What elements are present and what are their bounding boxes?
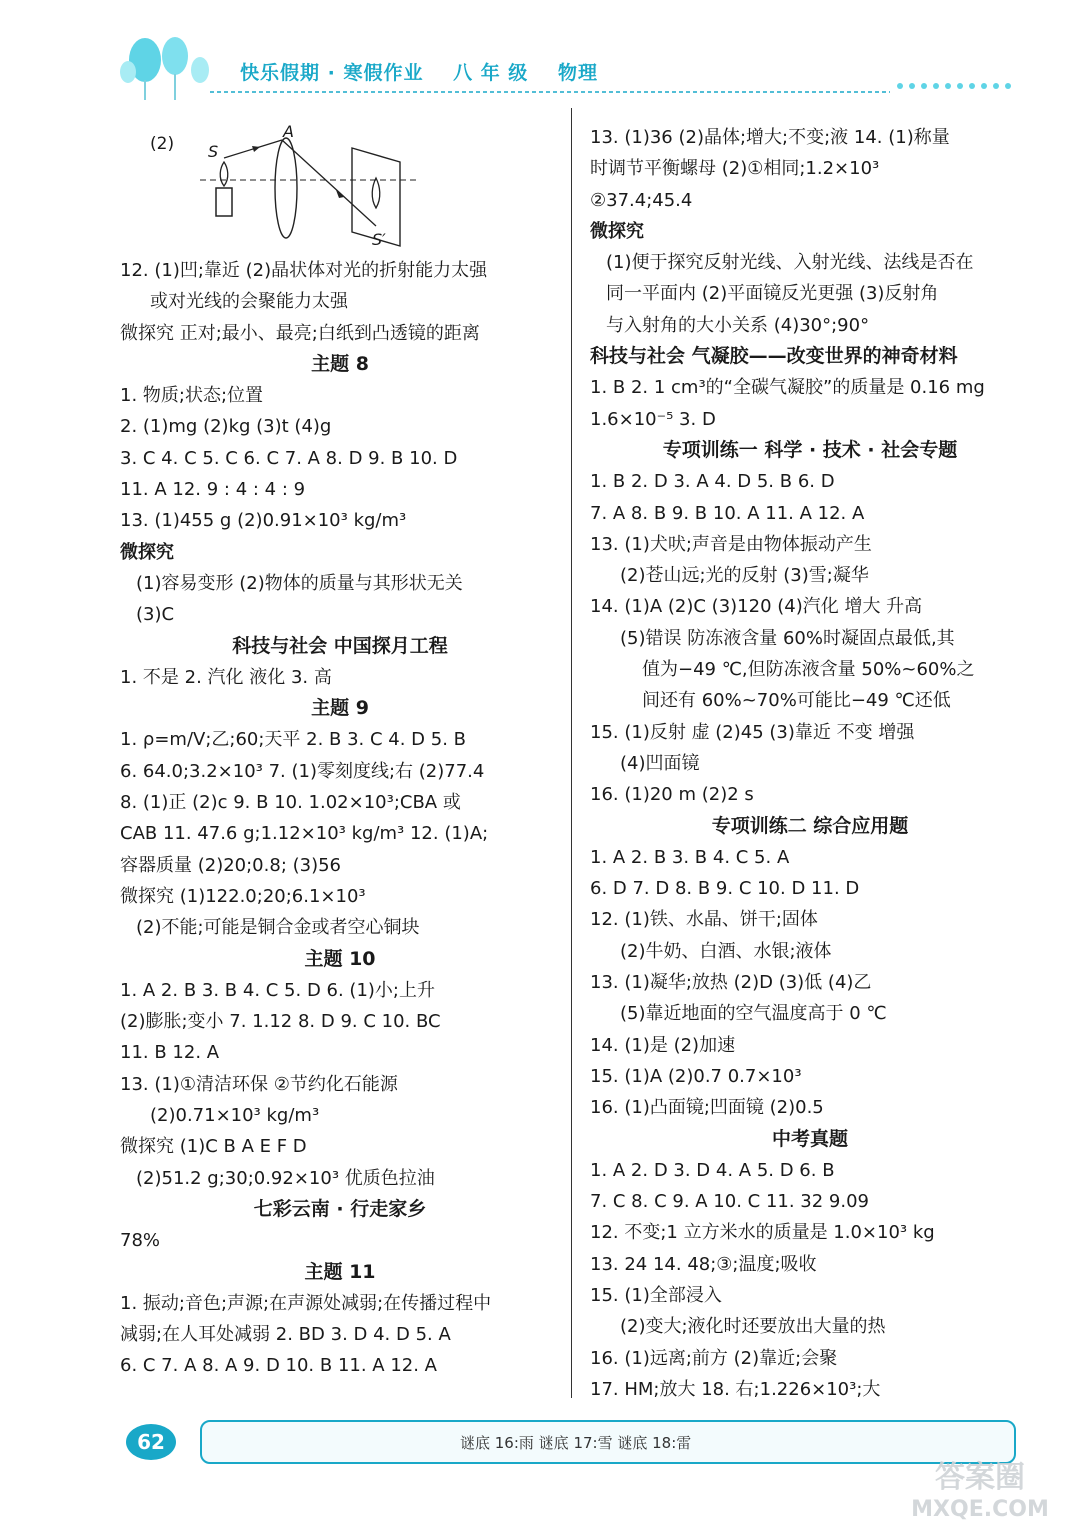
answer-line: 2. (1)mg (2)kg (3)t (4)g <box>120 416 332 438</box>
answer-line: 间还有 60%~70%可能比−49 ℃还低 <box>642 690 951 712</box>
answer-line: 15. (1)A (2)0.7 0.7×10³ <box>590 1065 802 1087</box>
answer-line: (1)便于探究反射光线、入射光线、法线是否在 <box>606 252 974 274</box>
answer-line: 6. C 7. A 8. A 9. D 10. B 11. A 12. A <box>120 1355 437 1377</box>
answer-line: 6. 64.0;3.2×10³ 7. (1)零刻度线;右 (2)77.4 <box>120 760 485 782</box>
answer-line: 12. 不变;1 立方米水的质量是 1.0×10³ kg <box>590 1222 935 1244</box>
diagram-label: (2) <box>150 134 175 154</box>
watermark <box>890 1460 1070 1530</box>
lens-diagram <box>120 122 440 258</box>
answer-line: 微探究 (1)122.0;20;6.1×10³ <box>120 885 366 907</box>
answer-line: 11. A 12. 9 : 4 : 4 : 9 <box>120 479 306 501</box>
answer-line: 6. D 7. D 8. B 9. C 10. D 11. D <box>590 878 860 900</box>
answer-line: 1. B 2. D 3. A 4. D 5. B 6. D <box>590 471 835 493</box>
answer-line: 16. (1)凸面镜;凹面镜 (2)0.5 <box>590 1097 824 1119</box>
answer-line: 17. HM;放大 18. 右;1.226×10³;大 <box>590 1378 881 1400</box>
answer-line: 78% <box>120 1230 161 1252</box>
book-title: 快乐假期 · 寒假作业 <box>240 62 424 84</box>
answer-line: 1. A 2. D 3. D 4. A 5. D 6. B <box>590 1159 835 1181</box>
subsection-label: 微探究 <box>120 541 174 563</box>
answer-line: 1. B 2. 1 cm³的“全碳气凝胶”的质量是 0.16 mg <box>590 377 985 399</box>
answer-line: 微探究 (1)C B A E F D <box>120 1136 307 1158</box>
answer-line: 1. A 2. B 3. B 4. C 5. D 6. (1)小;上升 <box>120 979 435 1001</box>
answer-line: 12. (1)凹;靠近 (2)晶状体对光的折射能力太强 <box>120 260 488 281</box>
answer-line: (2)变大;液化时还要放出大量的热 <box>620 1316 886 1338</box>
answer-line: 值为−49 ℃,但防冻液含量 50%~60%之 <box>642 659 975 681</box>
subsection-label: 微探究 <box>590 220 644 242</box>
answer-line: 1. 振动;音色;声源;在声源处减弱;在传播过程中 <box>120 1292 492 1314</box>
section-heading: 主题 10 <box>304 947 376 970</box>
section-heading: 主题 11 <box>304 1260 376 1283</box>
watermark-logo-text: 答案圈 <box>935 1460 1025 1495</box>
answer-line: (1)容易变形 (2)物体的质量与其形状无关 <box>136 572 463 594</box>
answer-line: 8. (1)正 (2)c 9. B 10. 1.02×10³;CBA 或 <box>120 792 461 814</box>
riddle-answers: 谜底 16:雨 谜底 17:雪 谜底 18:雷 <box>460 1434 692 1452</box>
answer-line: 容器质量 (2)20;0.8; (3)56 <box>120 854 342 876</box>
answer-line: 微探究 正对;最小、最亮;白纸到凸透镜的距离 <box>120 322 480 344</box>
answer-line: (2)苍山远;光的反射 (3)雪;凝华 <box>620 565 869 587</box>
diagram-point-s: S <box>208 142 219 161</box>
grade-label: 八 年 级 <box>453 62 529 84</box>
answer-line: (2)牛奶、白酒、水银;液体 <box>620 940 832 962</box>
answer-line: (4)凹面镜 <box>620 752 700 774</box>
section-heading: 科技与社会 气凝胶——改变世界的神奇材料 <box>590 345 958 368</box>
answer-line: 13. 24 14. 48;③;温度;吸收 <box>590 1253 817 1275</box>
answer-line: (2)膨胀;变小 7. 1.12 8. D 9. C 10. BC <box>120 1011 441 1033</box>
answer-line: 16. (1)远离;前方 (2)靠近;会聚 <box>590 1347 838 1369</box>
answer-line: 1.6×10⁻⁵ 3. D <box>590 408 716 430</box>
answer-line: 11. B 12. A <box>120 1042 220 1064</box>
answer-line: 13. (1)455 g (2)0.91×10³ kg/m³ <box>120 510 407 532</box>
answer-line: 13. (1)凝华;放热 (2)D (3)低 (4)乙 <box>590 972 872 994</box>
subject-label: 物理 <box>557 62 598 84</box>
answer-line: 1. A 2. B 3. B 4. C 5. A <box>590 846 790 868</box>
section-heading: 主题 8 <box>311 352 369 375</box>
answer-line: 7. A 8. B 9. B 10. A 11. A 12. A <box>590 502 865 524</box>
answer-line: 或对光线的会聚能力太强 <box>150 291 348 313</box>
answer-line: 15. (1)反射 虚 (2)45 (3)靠近 不变 增强 <box>590 721 915 743</box>
answer-line: 13. (1)36 (2)晶体;增大;不变;液 14. (1)称量 <box>590 127 950 148</box>
answer-line: 减弱;在人耳处减弱 2. BD 3. D 4. D 5. A <box>120 1324 451 1346</box>
answer-line: 时调节平衡螺母 (2)①相同;1.2×10³ <box>590 158 880 180</box>
answer-line: 同一平面内 (2)平面镜反光更强 (3)反射角 <box>606 283 939 305</box>
answer-line: 16. (1)20 m (2)2 s <box>590 784 754 806</box>
answer-line: (5)靠近地面的空气温度高于 0 ℃ <box>620 1003 887 1025</box>
answer-line: 13. (1)犬吠;声音是由物体振动产生 <box>590 533 872 555</box>
answer-line: (2)0.71×10³ kg/m³ <box>150 1105 320 1127</box>
column-divider <box>571 108 572 1398</box>
diagram-point-s-prime: S′ <box>372 230 386 249</box>
answer-line: 12. (1)铁、水晶、饼干;固体 <box>590 909 818 931</box>
answer-line: (3)C <box>136 604 175 626</box>
answer-line: 1. ρ=m/V;乙;60;天平 2. B 3. C 4. D 5. B <box>120 729 467 751</box>
answer-line: 14. (1)A (2)C (3)120 (4)汽化 增大 升高 <box>590 596 923 618</box>
answer-line: 1. 不是 2. 汽化 液化 3. 高 <box>120 666 332 688</box>
answer-line: ②37.4;45.4 <box>590 189 693 211</box>
header-decoration-icon <box>0 0 1080 110</box>
section-heading: 专项训练二 综合应用题 <box>711 814 909 837</box>
diagram-point-a: A <box>283 122 294 141</box>
right-column <box>590 122 1030 1405</box>
answer-line: CAB 11. 47.6 g;1.12×10³ kg/m³ 12. (1)A; <box>120 823 489 845</box>
answer-line: (2)不能;可能是铜合金或者空心铜块 <box>136 917 420 939</box>
answer-line: (5)错误 防冻液含量 60%时凝固点最低,其 <box>620 627 955 649</box>
section-heading: 科技与社会 中国探月工程 <box>232 634 448 657</box>
page-number: 62 <box>126 1424 176 1460</box>
answer-line: 15. (1)全部浸入 <box>590 1284 722 1306</box>
section-heading: 中考真题 <box>771 1127 848 1150</box>
section-heading: 专项训练一 科学 · 技术 · 社会专题 <box>662 438 958 461</box>
answer-line: 7. C 8. C 9. A 10. C 11. 32 9.09 <box>590 1191 869 1213</box>
answer-line: (2)51.2 g;30;0.92×10³ 优质色拉油 <box>136 1167 435 1189</box>
answer-line: 3. C 4. C 5. C 6. C 7. A 8. D 9. B 10. D <box>120 447 458 469</box>
answer-line: 14. (1)是 (2)加速 <box>590 1034 736 1056</box>
left-column <box>120 255 560 1382</box>
answer-line: 13. (1)①清洁环保 ②节约化石能源 <box>120 1073 398 1095</box>
section-heading: 七彩云南 · 行走家乡 <box>253 1197 427 1220</box>
watermark-url: MXQE.COM <box>911 1497 1049 1522</box>
page-header <box>0 0 1080 110</box>
section-heading: 主题 9 <box>311 697 369 720</box>
answer-line: 与入射角的大小关系 (4)30°;90° <box>606 314 870 336</box>
answer-line: 1. 物质;状态;位置 <box>120 385 264 407</box>
header-title <box>240 58 620 85</box>
